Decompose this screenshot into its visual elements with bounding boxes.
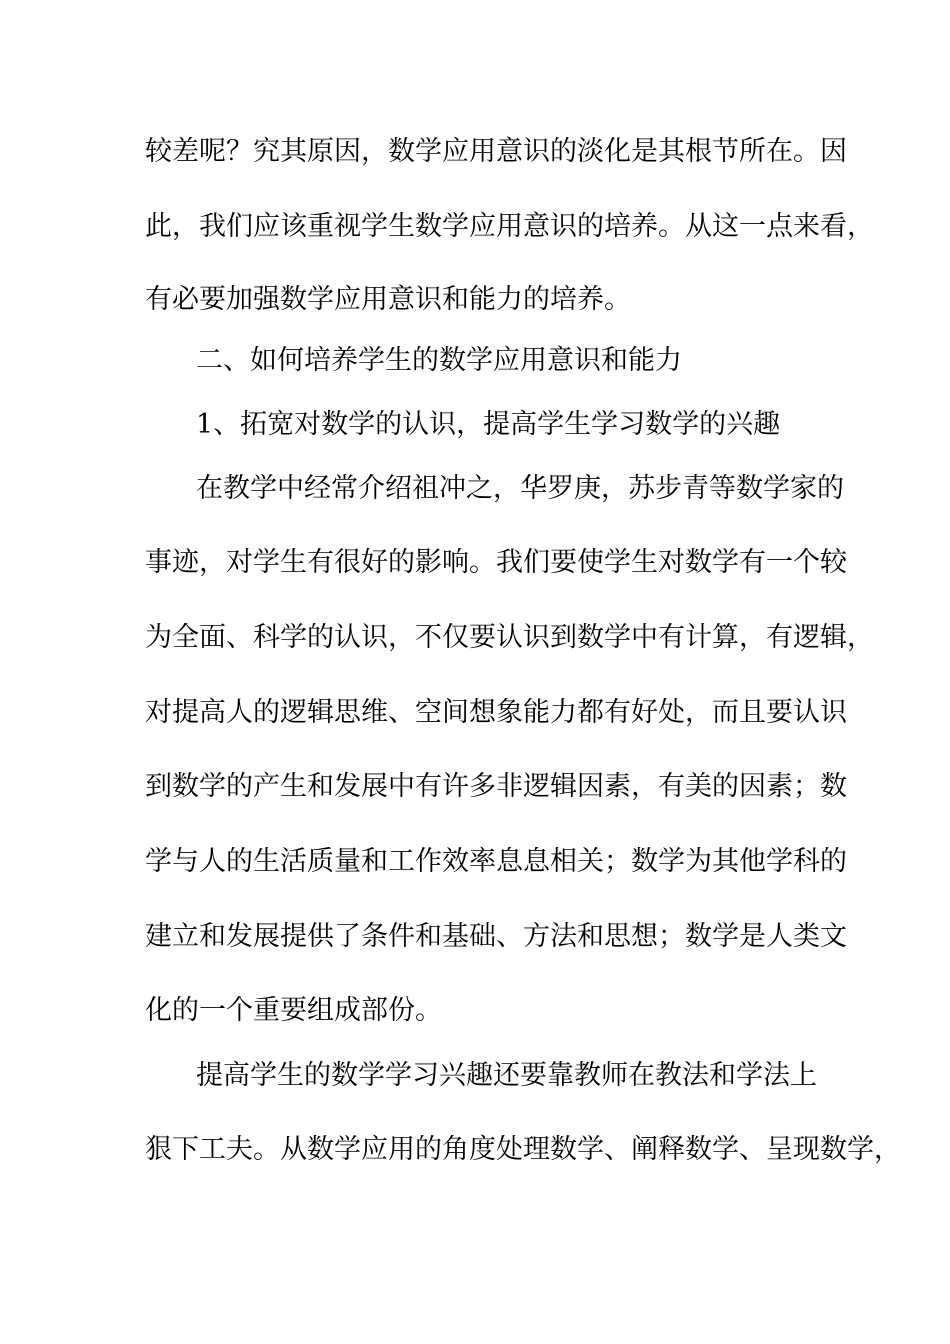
text-line: 到数学的产生和发展中有许多非逻辑因素，有美的因素；数	[145, 771, 847, 802]
text-line: 为全面、科学的认识，不仅要认识到数学中有计算，有逻辑，	[145, 622, 874, 653]
text-line: 在教学中经常介绍祖冲之，华罗庚，苏步青等数学家的	[196, 473, 844, 504]
text-line: 学与人的生活质量和工作效率息息相关；数学为其他学科的	[145, 846, 847, 877]
text-line: 此，我们应该重视学生数学应用意识的培养。从这一点来看，	[145, 211, 874, 242]
section-heading: 二、如何培养学生的数学应用意识和能力	[196, 345, 682, 376]
text-line: 建立和发展提供了条件和基础、方法和思想；数学是人类文	[145, 921, 847, 952]
text-line: 较差呢？究其原因，数学应用意识的淡化是其根节所在。因	[145, 136, 847, 167]
text-line: 有必要加强数学应用意识和能力的培养。	[145, 284, 631, 315]
text-line: 事迹，对学生有很好的影响。我们要使学生对数学有一个较	[145, 547, 847, 578]
text-line: 狠下工夫。从数学应用的角度处理数学、阐释数学、呈现数学，	[145, 1134, 901, 1165]
text-line: 化的一个重要组成部份。	[145, 995, 442, 1026]
subsection-heading: 1、拓宽对数学的认识，提高学生学习数学的兴趣	[196, 409, 781, 440]
text-line: 提高学生的数学学习兴趣还要靠教师在教法和学法上	[196, 1060, 817, 1091]
text-line: 对提高人的逻辑思维、空间想象能力都有好处，而且要认识	[145, 697, 847, 728]
